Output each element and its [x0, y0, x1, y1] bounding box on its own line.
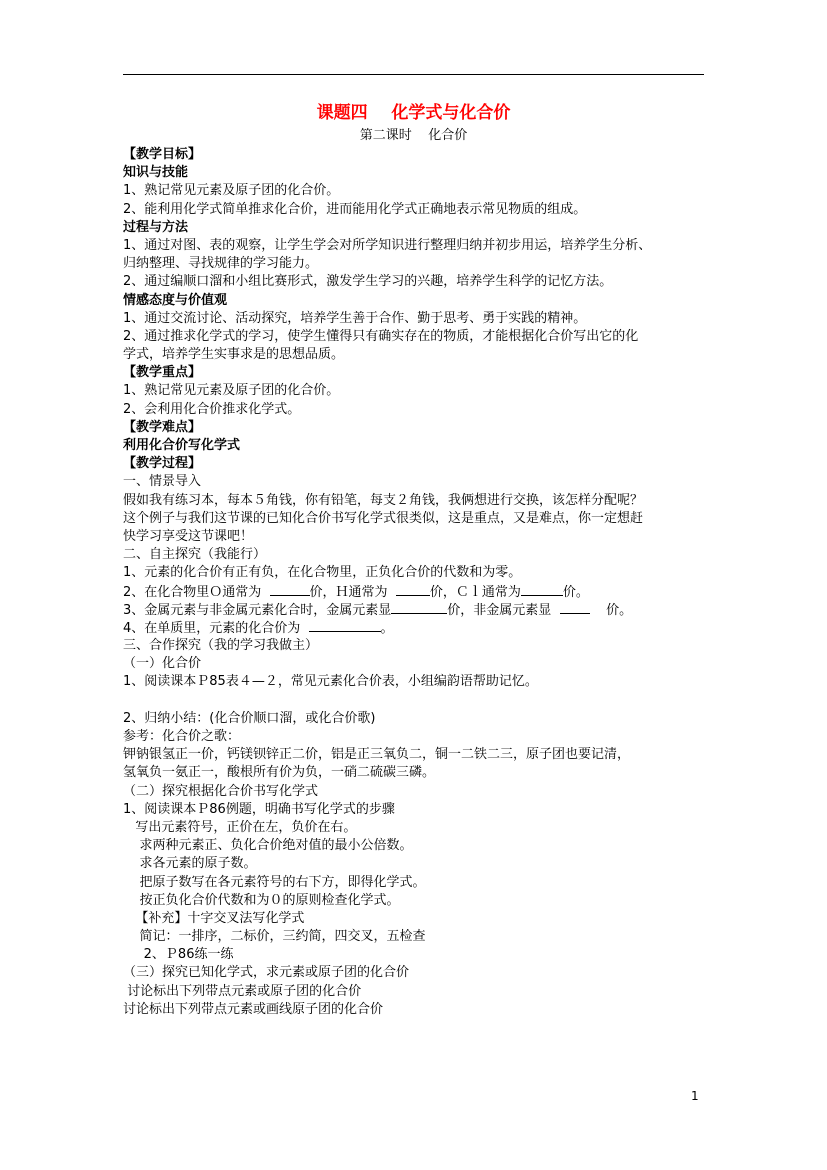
fill-in-question-2: 3、金属元素与非金属元素化合时，金属元素显 价，非金属元素显 价。 — [123, 602, 633, 618]
paragraph-line: 学式，培养学生实事求是的思想品质。 — [123, 347, 345, 363]
empty-line — [123, 692, 713, 710]
answer-blank — [391, 601, 447, 614]
subheading-process-methods: 过程与方法 — [123, 219, 189, 235]
fill-in-question-1: 2、在化合物里Ｏ通常为 价，Ｈ通常为 价，Ｃｌ通常为 价。 — [123, 584, 589, 600]
page-number: 1 — [691, 1089, 699, 1103]
subheading-attitude-values: 情感态度与价值观 — [123, 292, 228, 308]
section-heading-teaching-goals: 【教学目标】 — [123, 147, 202, 162]
paragraph-line: 1、熟记常见元素及原子团的化合价。 — [123, 183, 340, 199]
paragraph-line: 简记：一排序，二标价，三约简，四交叉，五检查 — [123, 929, 426, 945]
paragraph-line: 假如我有练习本，每本５角钱，你有铅笔，每支２角钱，我俩想进行交换，该怎样分配呢？ — [123, 492, 644, 508]
section-heading-difficulties: 【教学难点】 — [123, 419, 202, 435]
paragraph-line: 1、通过对图、表的观察，让学生学会对所学知识进行整理归纳并初步用运，培养学生分析、 — [123, 237, 652, 253]
paragraph-line: 2、能利用化学式简单推求化合价，进而能用化学式正确地表示常见物质的组成。 — [123, 201, 587, 217]
paragraph-line: 归纳整理、寻找规律的学习能力。 — [123, 256, 319, 272]
paragraph-line: 1、元素的化合价有正有负，在化合物里，正负化合价的代数和为零。 — [123, 565, 522, 581]
paragraph-line: 讨论标出下列带点元素或原子团的化合价 — [123, 983, 362, 999]
paragraph-line: 讨论标出下列带点元素或画线原子团的化合价 — [123, 1001, 384, 1017]
paragraph-line: 2、归纳小结：(化合价顺口溜，或化合价歌) — [123, 710, 376, 726]
document-title: 课题四 化学式与化合价 — [316, 103, 511, 123]
paragraph-line: 1、通过交流讨论、活动探究，培养学生善于合作、勤于思考、勇于实践的精神。 — [123, 310, 587, 326]
paragraph-line: 氢氧负一氨正一，酸根所有价为负，一硝二硫碳三磷。 — [123, 765, 436, 781]
header-rule — [123, 74, 704, 75]
paragraph-line: 二、自主探究（我能行） — [123, 547, 267, 563]
document-body — [123, 146, 713, 1019]
subheading-knowledge-skills: 知识与技能 — [123, 165, 189, 181]
answer-blank — [521, 583, 563, 596]
section-heading-teaching-process: 【教学过程】 — [123, 456, 202, 472]
paragraph-line: 参考：化合价之歌： — [123, 729, 241, 744]
paragraph-line: 求各元素的原子数。 — [123, 856, 257, 872]
paragraph-line: 2、通过编顺口溜和小组比赛形式，激发学生学习的兴趣，培养学生科学的记忆方法。 — [123, 274, 613, 290]
paragraph-line: 求两种元素正、负化合价绝对值的最小公倍数。 — [123, 838, 413, 854]
subheading-difficulty-item: 利用化合价写化学式 — [123, 438, 241, 453]
paragraph-line: 三、合作探究（我的学习我做主） — [123, 638, 319, 654]
paragraph-line: 把原子数写在各元素符号的右下方，即得化学式。 — [123, 874, 426, 890]
fill-in-question-3: 4、在单质里，元素的化合价为 。 — [123, 620, 394, 636]
document-subtitle: 第二课时 化合价 — [359, 128, 468, 143]
paragraph-line: 快学习享受这节课吧！ — [123, 528, 254, 544]
answer-blank — [396, 583, 430, 596]
paragraph-line: 2、通过推求化学式的学习，使学生懂得只有确实存在的物质，才能根据化合价写出它的化 — [123, 328, 639, 344]
paragraph-line: 一、情景导入 — [123, 474, 202, 490]
paragraph-line: 1、阅读课本Ｐ86例题，明确书写化学式的步骤 — [123, 801, 395, 817]
answer-blank — [560, 601, 590, 614]
paragraph-line: 钾钠银氢正一价，钙镁钡锌正二价，铝是正三氧负二，铜一二铁二三，原子团也要记清， — [123, 747, 631, 763]
answer-blank — [270, 583, 310, 596]
paragraph-line: 2、Ｐ86练一练 — [123, 947, 234, 963]
paragraph-line: （二）探究根据化合价书写化学式 — [123, 783, 319, 799]
paragraph-line: 1、熟记常见元素及原子团的化合价。 — [123, 383, 340, 399]
paragraph-line: 这个例子与我们这节课的已知化合价书写化学式很类似，这是重点，又是难点，你一定想赶 — [123, 510, 644, 526]
paragraph-line: 【补充】十字交叉法写化学式 — [123, 910, 305, 926]
paragraph-line: 2、会利用化合价推求化学式。 — [123, 401, 301, 417]
paragraph-line: （一）化合价 — [123, 656, 202, 672]
paragraph-line: 1、阅读课本Ｐ85表４—２，常见元素化合价表，小组编韵语帮助记忆。 — [123, 674, 538, 690]
paragraph-line: （三）探究已知化学式，求元素或原子团的化合价 — [123, 965, 410, 981]
section-heading-key-points: 【教学重点】 — [123, 365, 202, 381]
answer-blank — [309, 619, 381, 632]
paragraph-line: 写出元素符号，正价在左，负价在右。 — [123, 819, 357, 835]
paragraph-line: 按正负化合价代数和为０的原则检查化学式。 — [123, 892, 400, 908]
